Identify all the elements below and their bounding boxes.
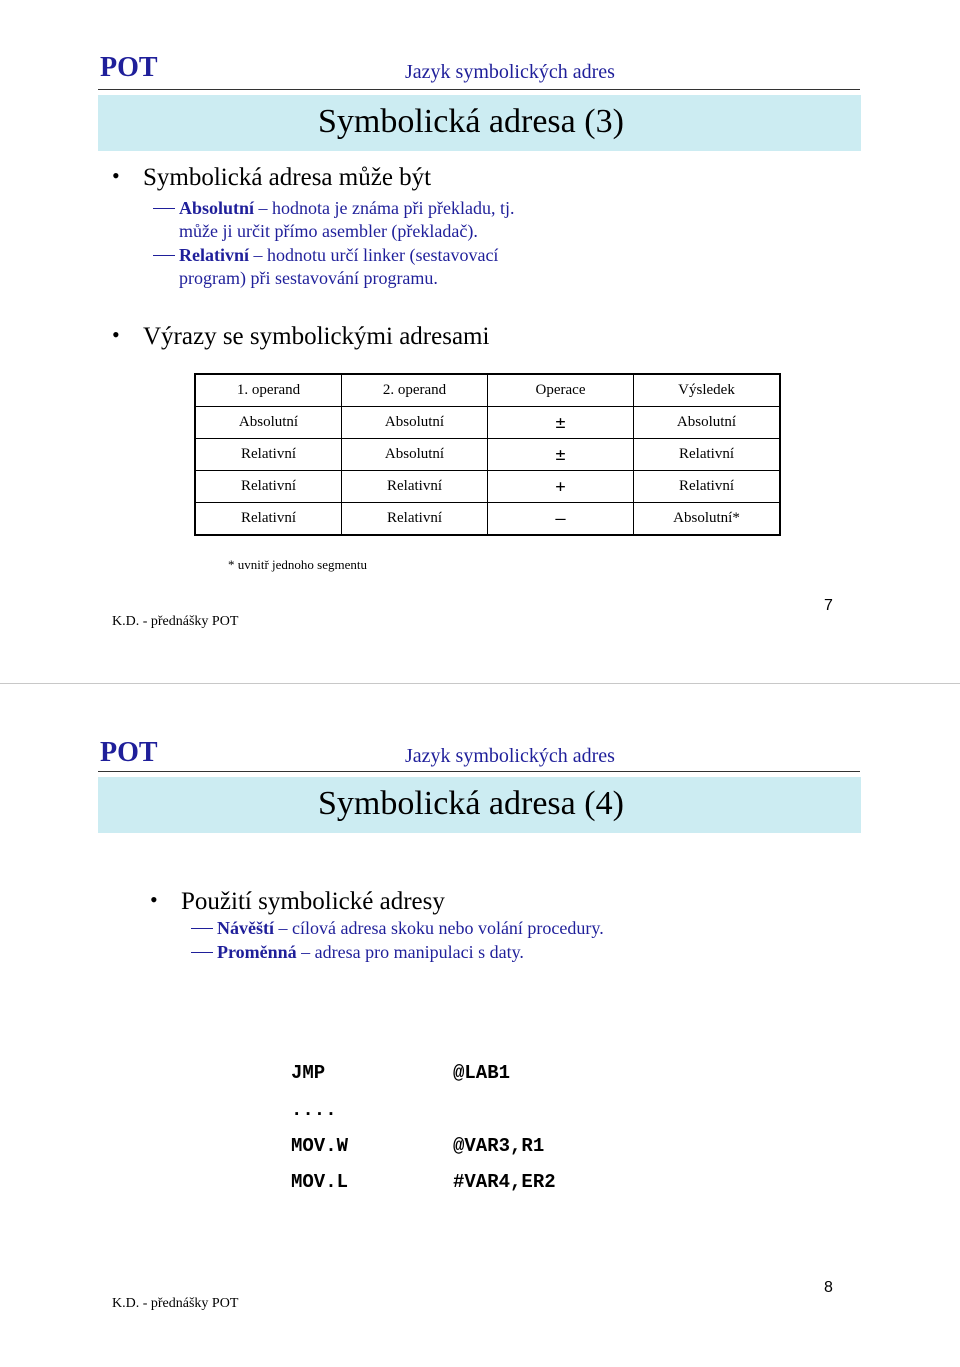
slide-title: Symbolická adresa (4) <box>318 785 624 822</box>
term-absolute: Absolutní <box>179 198 255 218</box>
footer-author: K.D. - přednášky POT <box>112 1296 239 1311</box>
table-cell: Absolutní <box>342 407 488 439</box>
table-cell: Relativní <box>342 471 488 503</box>
header-rule <box>98 89 860 90</box>
table-cell-operator: + <box>488 471 634 503</box>
term-label: Návěští <box>217 918 274 938</box>
page-number: 7 <box>824 597 833 614</box>
topic-heading: Jazyk symbolických adres <box>405 745 615 767</box>
page-number: 8 <box>824 1279 833 1296</box>
table-header-row <box>195 374 780 407</box>
slide-8 <box>0 684 960 1367</box>
title-bar <box>98 777 861 833</box>
dash-icon <box>191 952 213 953</box>
topic-heading: Jazyk symbolických adres <box>405 61 615 83</box>
table-cell: Absolutní <box>342 439 488 471</box>
code-instr: .... <box>291 1099 337 1121</box>
table-row <box>195 471 780 503</box>
footer-author: K.D. - přednášky POT <box>112 614 239 629</box>
table-cell: Relativní <box>634 439 781 471</box>
slide-title: Symbolická adresa (3) <box>318 103 624 140</box>
bullet-dot-icon: • <box>150 887 158 912</box>
code-arg: @VAR3,R1 <box>453 1135 545 1157</box>
table-cell: Relativní <box>195 471 342 503</box>
code-arg: #VAR4,ER2 <box>453 1171 556 1193</box>
bullet-text: Symbolická adresa může být <box>143 164 432 191</box>
sub-text-line1: – cílová adresa skoku nebo volání procedury. <box>274 918 604 938</box>
table-header-cell: Operace <box>488 374 634 407</box>
dash-icon <box>191 928 213 929</box>
table-row <box>195 439 780 471</box>
table-footnote: * uvnitř jednoho segmentu <box>228 557 368 572</box>
table-cell-operator: ± <box>488 439 634 471</box>
table-cell: Relativní <box>634 471 781 503</box>
brand-title: POT <box>100 52 158 83</box>
sub-text-line1: – hodnota je známa při překladu, tj. <box>254 198 515 218</box>
title-bar <box>98 95 861 151</box>
table-cell: Relativní <box>195 503 342 536</box>
dash-icon <box>153 255 175 256</box>
table-cell: Absolutní <box>634 407 781 439</box>
bullet-text: Použití symbolické adresy <box>181 888 445 915</box>
slide-7 <box>0 0 960 683</box>
term-variable: Proměnná <box>217 942 297 962</box>
bullet-text: Výrazy se symbolickými adresami <box>143 323 490 350</box>
code-instr: JMP <box>291 1062 326 1084</box>
table-row <box>195 407 780 439</box>
table-cell: Relativní <box>195 439 342 471</box>
sub-text-line1: – adresa pro manipulaci s daty. <box>296 942 524 962</box>
table-header-cell: Výsledek <box>634 374 781 407</box>
bullet-dot-icon: • <box>112 163 120 188</box>
sub-text-line2: program) při sestavování programu. <box>179 268 438 288</box>
table-row <box>195 503 780 536</box>
table-cell-operator: ± <box>488 407 634 439</box>
dash-icon <box>153 208 175 209</box>
operations-table <box>194 373 781 536</box>
header-rule <box>98 771 860 772</box>
table-cell: Absolutní <box>195 407 342 439</box>
table-header-cell: 1. operand <box>195 374 342 407</box>
sub-text-line1: – hodnotu určí linker (sestavovací <box>249 245 499 265</box>
code-instr: MOV.W <box>291 1135 349 1157</box>
code-arg: @LAB1 <box>453 1062 511 1084</box>
bullet-dot-icon: • <box>112 322 120 347</box>
sub-text-line2: může ji určit přímo asembler (překladač). <box>179 221 478 241</box>
brand-title: POT <box>100 737 158 768</box>
code-instr: MOV.L <box>291 1171 349 1193</box>
table-header-cell: 2. operand <box>342 374 488 407</box>
table-cell-operator: – <box>488 503 634 536</box>
table-cell: Absolutní* <box>634 503 781 536</box>
table-cell: Relativní <box>342 503 488 536</box>
term-relative: Relativní <box>179 245 249 265</box>
